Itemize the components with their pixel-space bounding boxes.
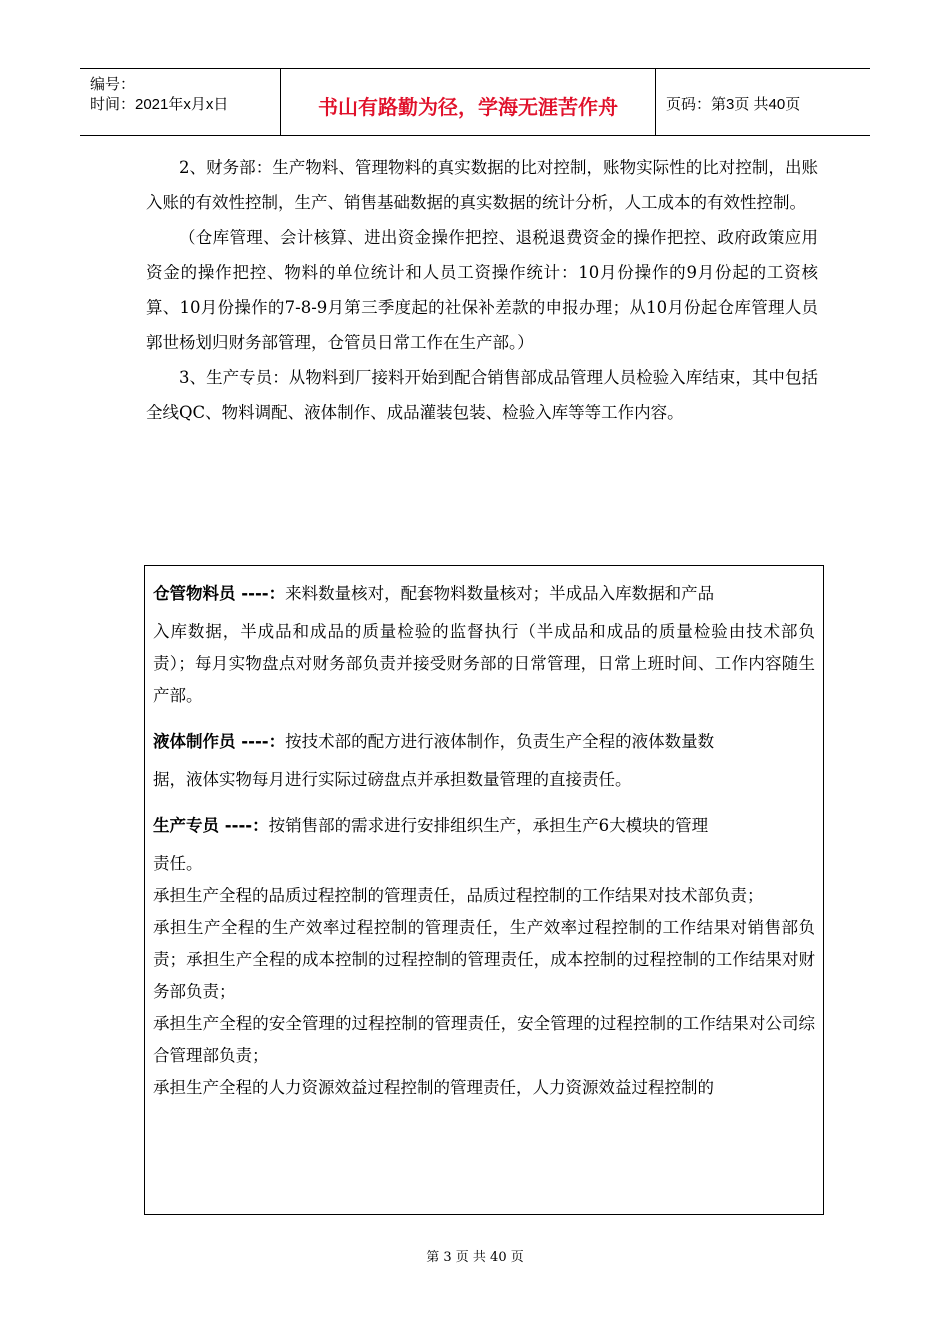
header-page-cell [656, 70, 870, 136]
role-desc-liquid-first: 按技术部的配方进行液体制作，负责生产全程的液体数量数 [285, 732, 715, 751]
section-production-specialist [153, 804, 815, 880]
paragraph-production: 3、生产专员：从物料到厂接料开始到配合销售部成品管理人员检验入库结束，其中包括全线QC、物料调配、液体制作、成品灌装包装、检验入库等等工作内容。 [146, 368, 818, 422]
section-warehouse-clerk [153, 572, 815, 712]
role-title-liquid: 液体制作员 ----： [153, 732, 286, 751]
serial-label: 编号： [90, 76, 136, 93]
list-item: 承担生产全程的品质过程控制的管理责任，品质过程控制的工作结果对技术部负责； [153, 886, 764, 905]
motto-text: 书山有路勤为径，学海无涯苦作舟 [318, 94, 618, 119]
header-motto-cell [281, 69, 656, 135]
paragraph-finance: 2、财务部：生产物料、管理物料的真实数据的比对控制，账物实际性的比对控制，出账入账的有效性控制，生产、销售基础数据的真实数据的统计分析，人工成本的有效性控制。 [146, 158, 818, 212]
header-meta-cell [80, 69, 281, 135]
role-desc-production-rest: 责任。 [153, 854, 203, 873]
page-label: 页码：第3页 共40页 [666, 95, 801, 113]
responsibility-box [144, 565, 824, 1215]
list-item: 承担生产全程的生产效率过程控制的管理责任，生产效率过程控制的工作结果对销售部负责；承担生产全程的成本控制的过程控制的管理责任，成本控制的过程控制的工作结果对财务部负责； [153, 918, 815, 1001]
role-desc-liquid-rest: 据，液体实物每月进行实际过磅盘点并承担数量管理的直接责任。 [153, 770, 632, 789]
role-title-warehouse: 仓管物料员 ----： [153, 584, 286, 603]
time-label: 时间：2021年x月x日 [90, 96, 229, 113]
role-desc-production-first: 按销售部的需求进行安排组织生产，承担生产6大模块的管理 [268, 816, 709, 835]
page-header [80, 68, 870, 136]
role-title-production: 生产专员 ----： [153, 816, 269, 835]
page-footer: 第 3 页 共 40 页 [426, 1250, 524, 1265]
role-desc-warehouse-rest: 入库数据，半成品和成品的质量检验的监督执行（半成品和成品的质量检验由技术部负责）；每月实物盘点对财务部负责并接受财务部的日常管理，日常上班时间、工作内容随生产部。 [153, 622, 815, 705]
section-liquid-maker [153, 720, 815, 796]
document-body [146, 150, 818, 430]
list-item: 承担生产全程的安全管理的过程控制的管理责任，安全管理的过程控制的工作结果对公司综合管理部负责； [153, 1014, 815, 1065]
list-item: 承担生产全程的人力资源效益过程控制的管理责任，人力资源效益过程控制的 [153, 1078, 714, 1097]
role-desc-warehouse-first: 来料数量核对，配套物料数量核对；半成品入库数据和产品 [285, 584, 715, 603]
paragraph-finance-details: （仓库管理、会计核算、进出资金操作把控、退税退费资金的操作把控、政府政策应用资金的操作把控、物料的单位统计和人员工资操作统计：10月份操作的9月份起的工资核算、10月份操作的7-8-9月第三季度起的社保补差款的申报办理；从10月份起仓库管理人员郭世杨划归财务部管理，仓管员日常工作在生产部。） [146, 228, 818, 352]
